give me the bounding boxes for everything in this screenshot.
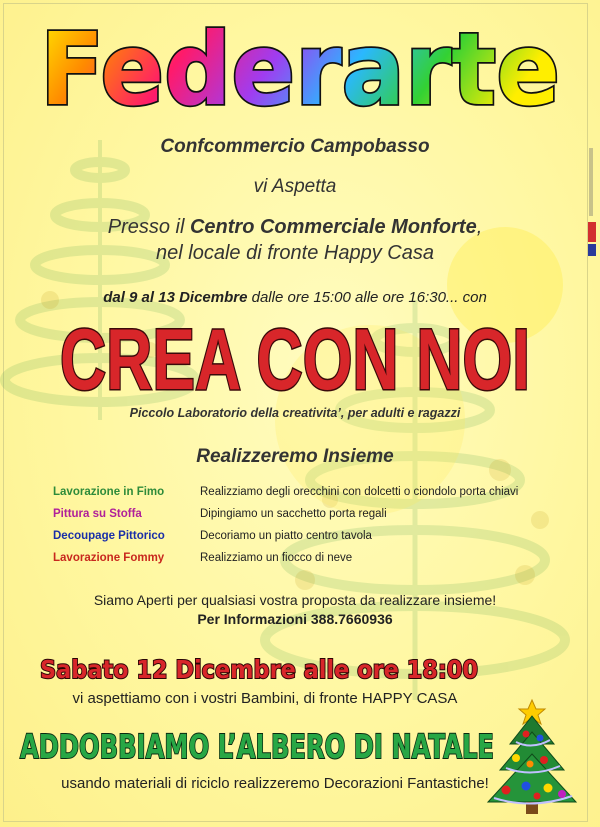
activity-description: Realizziamo degli orecchini con dolcetti o ciondolo porta chiavi	[200, 486, 519, 498]
location-detail: nel locale di fronte Happy Casa	[156, 242, 434, 264]
schedule-hours: dalle ore 15:00 alle ore 16:30... con	[247, 289, 487, 306]
christmas-tree-icon	[482, 698, 582, 816]
location-prefix: Presso il	[107, 216, 190, 238]
workshop-tagline: Piccolo Laboratorio della creativita’, per adulti e ragazzi	[129, 406, 461, 420]
event-date	[40, 648, 500, 688]
activity-description: Realizziamo un fiocco di neve	[200, 552, 353, 564]
event-date-text: Sabato 12 Dicembre alle ore 18:00	[40, 655, 478, 684]
organizer-name: Confcommercio Campobasso	[160, 136, 430, 157]
schedule-line	[0, 289, 590, 306]
schedule-dates: dal 9 al 13 Dicembre	[103, 289, 248, 306]
open-proposals-text: Siamo Aperti per qualsiasi vostra proposta da realizzare insieme!	[93, 592, 497, 608]
event-description: usando materiali di riciclo realizzeremo Decorazioni Fantastiche!	[61, 775, 489, 792]
side-logo-icon	[586, 148, 598, 258]
location-suffix: ,	[476, 216, 483, 238]
poster-title	[30, 8, 570, 120]
activities-heading: Realizzeremo Insieme	[196, 446, 394, 467]
event-headline-text: ADDOBBIAMO L’ALBERO DI NATALE	[20, 727, 494, 766]
title-text: Federarte	[40, 11, 560, 120]
event-invite: vi aspettiamo con i vostri Bambini, di fronte HAPPY CASA	[72, 690, 458, 707]
activity-label: Lavorazione Fommy	[53, 552, 165, 564]
event-headline	[18, 720, 498, 770]
venue-name: Centro Commerciale Monforte	[189, 216, 477, 238]
workshop-name-text: CREA CON NOI	[60, 312, 530, 405]
activity-label: Lavorazione in Fimo	[53, 486, 165, 498]
invite-text: vi Aspetta	[253, 176, 337, 197]
activity-description: Decoriamo un piatto centro tavola	[200, 530, 372, 542]
activity-label: Decoupage Pittorico	[53, 530, 165, 542]
location-line	[0, 216, 590, 239]
contact-info: Per Informazioni 388.7660936	[197, 611, 393, 627]
activity-description: Dipingiamo un sacchetto porta regali	[200, 508, 387, 520]
workshop-name	[30, 305, 560, 405]
activity-label: Pittura su Stoffa	[53, 508, 142, 520]
